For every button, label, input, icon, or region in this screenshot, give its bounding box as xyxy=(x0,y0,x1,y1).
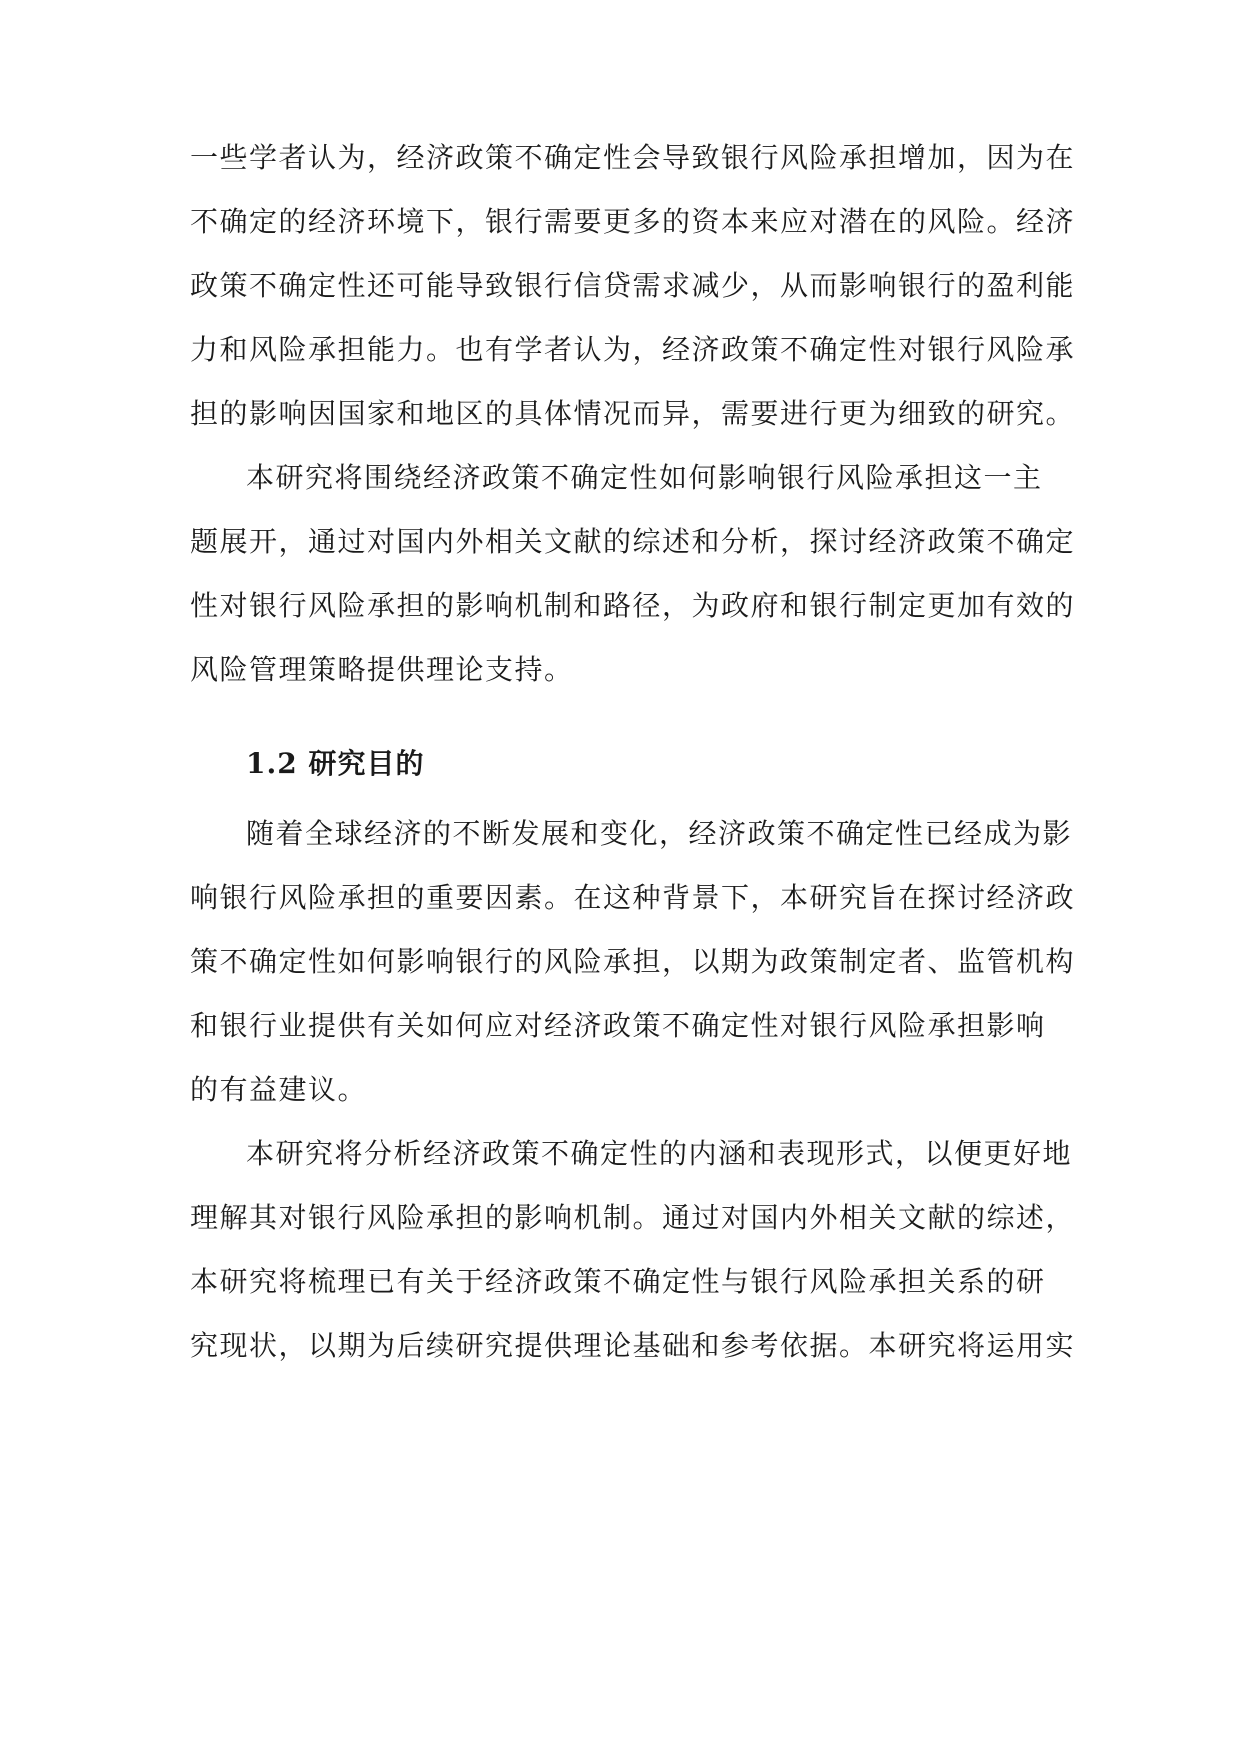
paragraph-1-line-4: 力和风险承担能力。也有学者认为，经济政策不确定性对银行风险承 xyxy=(190,333,1076,366)
paragraph-1-line-3: 政策不确定性还可能导致银行信贷需求减少，从而影响银行的盈利能 xyxy=(190,269,1076,302)
paragraph-1-line-5: 担的影响因国家和地区的具体情况而异，需要进行更为细致的研究。 xyxy=(190,397,1076,430)
paragraph-3-line-2: 响银行风险承担的重要因素。在这种背景下，本研究旨在探讨经济政 xyxy=(190,881,1076,914)
paragraph-4-line-1: 本研究将分析经济政策不确定性的内涵和表现形式，以便更好地 xyxy=(246,1137,1073,1170)
section-heading: 1.2 研究目的 xyxy=(246,747,425,780)
paragraph-2-line-3: 性对银行风险承担的影响机制和路径，为政府和银行制定更加有效的 xyxy=(190,589,1076,622)
paragraph-1-line-1: 一些学者认为，经济政策不确定性会导致银行风险承担增加，因为在 xyxy=(190,141,1076,174)
paragraph-3-line-1: 随着全球经济的不断发展和变化，经济政策不确定性已经成为影 xyxy=(246,817,1073,850)
paragraph-3-line-3: 策不确定性如何影响银行的风险承担，以期为政策制定者、监管机构 xyxy=(190,945,1076,978)
paragraph-2-line-4: 风险管理策略提供理论支持。 xyxy=(190,653,574,686)
paragraph-4-line-4: 究现状，以期为后续研究提供理论基础和参考依据。本研究将运用实 xyxy=(190,1329,1076,1362)
paragraph-4-line-3: 本研究将梳理已有关于经济政策不确定性与银行风险承担关系的研 xyxy=(190,1265,1046,1298)
paragraph-1-line-2: 不确定的经济环境下，银行需要更多的资本来应对潜在的风险。经济 xyxy=(190,205,1076,238)
paragraph-3-line-4: 和银行业提供有关如何应对经济政策不确定性对银行风险承担影响 xyxy=(190,1009,1046,1042)
paragraph-2-line-2: 题展开，通过对国内外相关文献的综述和分析，探讨经济政策不确定 xyxy=(190,525,1076,558)
paragraph-2-line-1: 本研究将围绕经济政策不确定性如何影响银行风险承担这一主 xyxy=(246,461,1043,494)
paragraph-3-line-5: 的有益建议。 xyxy=(190,1073,368,1106)
paragraph-4-line-2: 理解其对银行风险承担的影响机制。通过对国内外相关文献的综述， xyxy=(190,1201,1076,1234)
